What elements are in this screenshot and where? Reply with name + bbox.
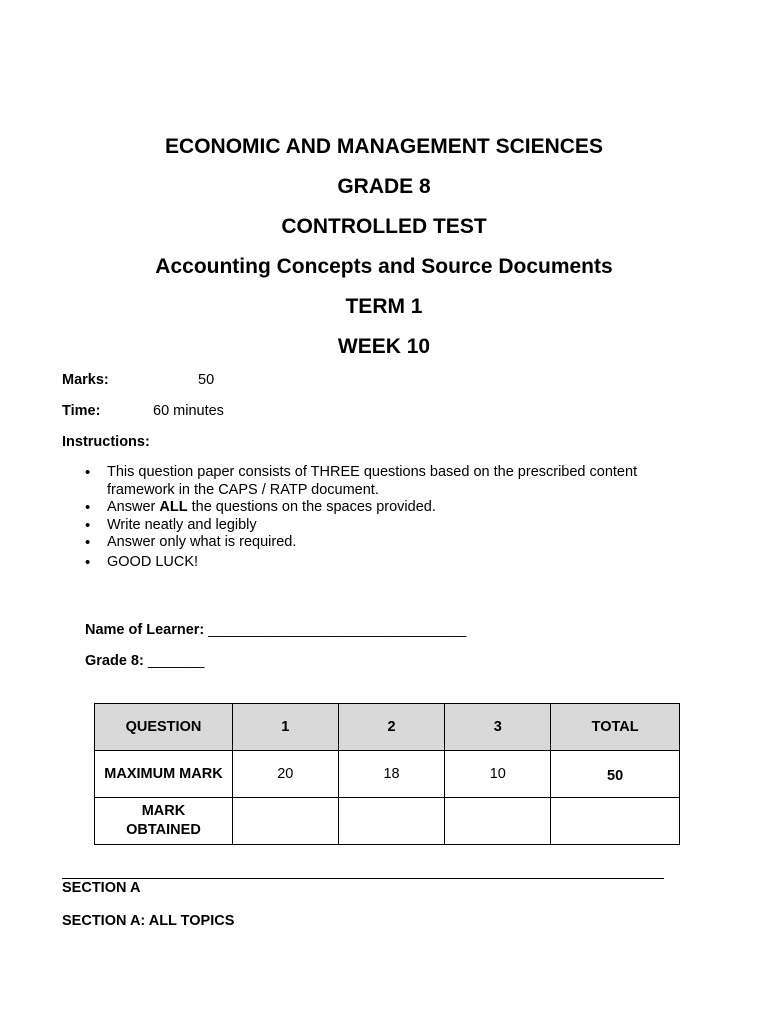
instruction-text-post: the questions on the spaces provided. (187, 499, 436, 515)
max-mark-q1: 20 (232, 751, 338, 798)
marks-table (94, 703, 680, 845)
section-a-title: SECTION A: ALL TOPICS (62, 913, 235, 929)
mark-obtained-row (95, 798, 680, 845)
instructions-list (85, 464, 705, 571)
grade-title: GRADE 8 (337, 175, 431, 198)
header-cell-total: TOTAL (551, 704, 680, 751)
marks-label: Marks: (62, 372, 109, 388)
topic-title: Accounting Concepts and Source Documents (155, 255, 613, 278)
learner-grade-field[interactable]: _______ (147, 653, 205, 669)
header-cell-q3: 3 (445, 704, 551, 751)
subject-title: ECONOMIC AND MANAGEMENT SCIENCES (165, 135, 603, 158)
max-mark-q3: 10 (445, 751, 551, 798)
table-header-row (95, 704, 680, 751)
mark-obtained-label: MARK OBTAINED (95, 798, 233, 845)
instruction-text: Write neatly and legibly (107, 516, 257, 533)
instruction-text: This question paper consists of THREE questions based on the prescribed content framework in the CAPS / RATP document. (107, 464, 638, 498)
instruction-item (85, 554, 705, 572)
instruction-item (85, 464, 705, 499)
max-mark-total: 50 (551, 751, 680, 798)
instruction-text-bold: ALL (159, 499, 188, 515)
instruction-item (85, 499, 705, 517)
mark-obtained-q1[interactable] (232, 798, 338, 845)
max-mark-row (95, 751, 680, 798)
week-title: WEEK 10 (337, 335, 431, 358)
marks-value: 50 (198, 372, 215, 388)
instruction-text-pre: Answer (107, 499, 160, 515)
max-mark-label: MAXIMUM MARK (95, 751, 233, 798)
instruction-text: GOOD LUCK! (107, 553, 199, 570)
mark-obtained-q3[interactable] (445, 798, 551, 845)
learner-name-label: Name of Learner: (85, 622, 205, 638)
instructions-label: Instructions: (62, 434, 150, 450)
header-cell-question: QUESTION (95, 704, 233, 751)
max-mark-q2: 18 (338, 751, 445, 798)
learner-grade-line (85, 653, 204, 669)
time-label: Time: (62, 403, 101, 419)
instruction-text: Answer only what is required. (107, 534, 297, 550)
time-value: 60 minutes (153, 403, 224, 419)
learner-name-field[interactable]: ________________________________ (208, 622, 467, 638)
learner-grade-label: Grade 8: (85, 653, 144, 669)
mark-obtained-total[interactable] (551, 798, 680, 845)
term-title: TERM 1 (345, 295, 423, 318)
header-cell-q2: 2 (338, 704, 445, 751)
instruction-item (85, 534, 705, 552)
section-divider (62, 878, 664, 879)
header-cell-q1: 1 (232, 704, 338, 751)
instruction-item (85, 517, 705, 535)
test-type-title: CONTROLLED TEST (281, 215, 487, 238)
learner-name-line (85, 622, 466, 638)
title-block (0, 132, 768, 372)
mark-obtained-q2[interactable] (338, 798, 445, 845)
section-a-heading: SECTION A (62, 880, 141, 896)
